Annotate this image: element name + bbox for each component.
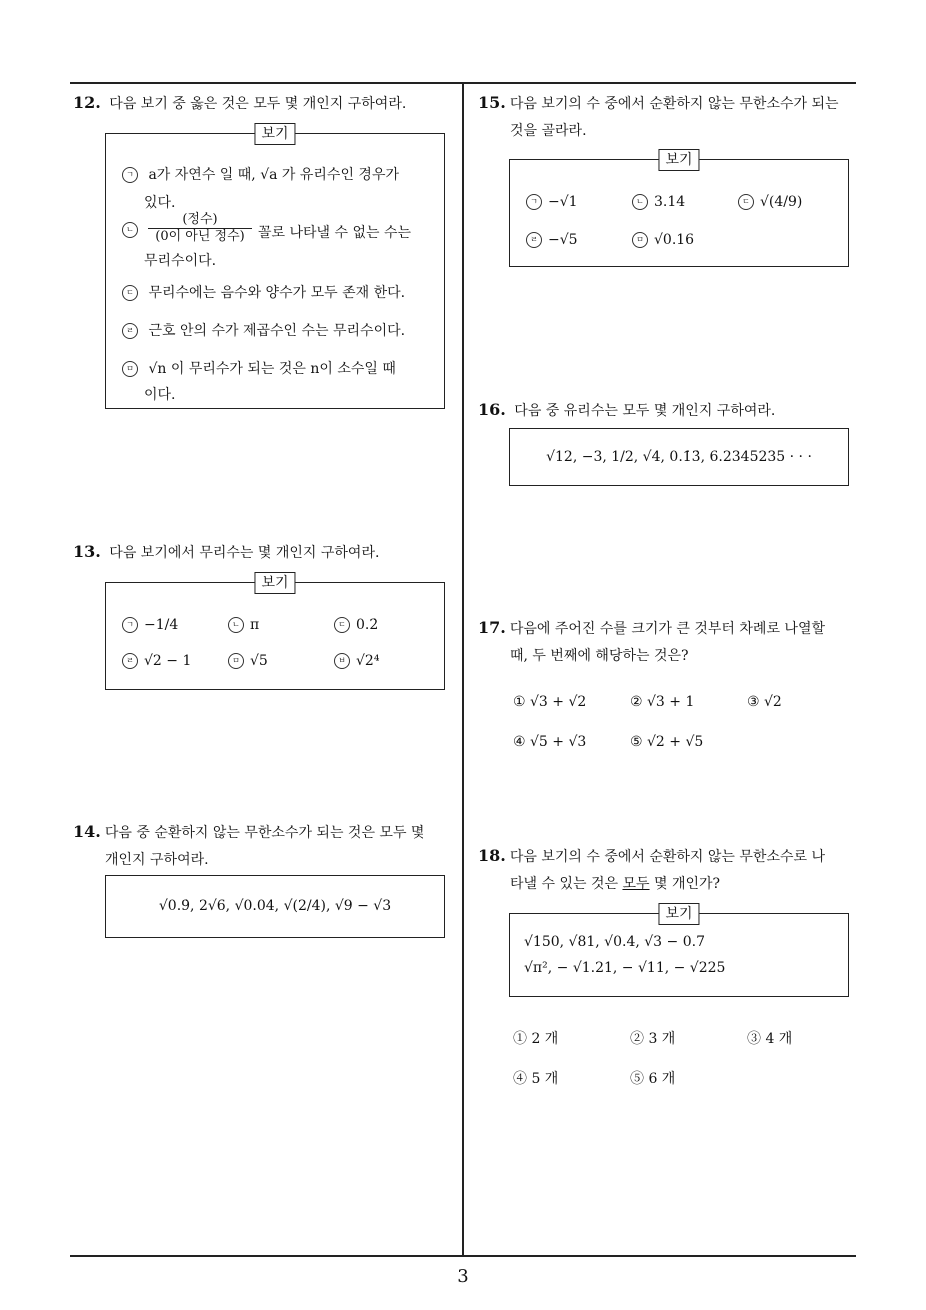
fraction-denominator: (0이 아닌 정수) [155,229,245,244]
choice-item [122,164,399,184]
question-text: 다음 보기 중 옳은 것은 모두 몇 개인지 구하여라. [109,96,407,112]
box-label: 보기 [254,572,295,594]
page-number: 3 [457,1266,469,1287]
choice-marker: ㄷ [122,285,138,301]
question-text-cont [478,871,825,898]
choice-value: √(4/9) [760,194,803,210]
question-text: 다음 보기에서 무리수는 몇 개인지 구하여라. [109,545,380,561]
answer-option[interactable]: ① 2 개 [513,1031,559,1047]
answer-option[interactable]: ② 3 개 [630,1031,676,1047]
question-16 [478,396,775,425]
question-number: 13. [73,542,101,561]
box-label: 보기 [254,123,295,145]
question-12 [73,89,406,118]
choice-marker: ㅁ [122,361,138,377]
choice-text-cont: 있다. [144,195,176,211]
question-text: 다음 중 순환하지 않는 무한소수가 되는 것은 모두 몇 [104,825,425,841]
expression: √12, −3, 1/2, √4, 0.1̇3̇, 6.2345235 · · · [546,449,812,465]
choice-marker: ㅂ [334,653,350,669]
choice-marker: ㄷ [738,194,754,210]
bottom-rule [70,1255,856,1257]
choice-marker: ㄷ [334,617,350,633]
choice-marker: ㄹ [122,653,138,669]
question-text-part: 몇 개인가? [649,876,721,892]
question-number: 14. [73,822,101,841]
answer-option[interactable]: ④ 5 개 [513,1071,559,1087]
question-text-cont: 개인지 구하여라. [105,852,209,868]
choice-marker: ㄹ [526,232,542,248]
choice-value: √2 − 1 [144,653,192,669]
choice-text: √n 이 무리수가 되는 것은 n이 소수일 때 [148,361,396,377]
question-text: 다음 보기의 수 중에서 순환하지 않는 무한소수가 되는 [509,96,839,112]
question-15 [478,89,839,145]
question-number: 18. [478,846,506,865]
question-text: 다음에 주어진 수를 크기가 큰 것부터 차례로 나열할 [509,621,825,637]
question-text: 다음 보기의 수 중에서 순환하지 않는 무한소수로 나 [509,849,825,865]
choice-item [122,358,396,378]
choice-marker: ㄱ [122,167,138,183]
choice-marker: ㄹ [122,323,138,339]
expression-box-14 [105,875,445,938]
example-box-18 [509,906,849,997]
choice-value: √0.16 [654,232,695,248]
choice-text-cont: 무리수이다. [144,253,217,269]
choice-value: √2⁴ [356,653,380,669]
answer-option[interactable]: ⑤ 6 개 [630,1071,676,1087]
example-box-15 [509,152,849,267]
choice-value: −√1 [548,194,578,210]
choice-value: −1/4 [144,617,179,633]
question-text-cont: 것을 골라라. [510,123,587,139]
expression-box-16 [509,428,849,486]
choice-value: √5 [250,653,268,669]
answer-option[interactable]: ③ 4 개 [747,1031,793,1047]
question-number: 12. [73,93,101,112]
choice-text-cont: 이다. [144,387,176,403]
expression: √0.9̇, 2√6, √0.04, √(2/4), √9 − √3 [158,898,392,914]
answer-option[interactable]: ① √3 + √2 [513,694,587,710]
choice-item [526,194,578,210]
choice-marker: ㄱ [122,617,138,633]
choice-value: 3.14 [654,194,686,210]
choice-marker: ㅁ [228,653,244,669]
choice-marker: ㄱ [526,194,542,210]
choice-item [632,194,685,210]
choice-item [122,222,144,238]
question-text-cont: 때, 두 번째에 해당하는 것은? [510,648,689,664]
choice-item [526,232,578,248]
question-17 [478,614,825,670]
choice-marker: ㄴ [122,222,138,238]
question-13 [73,538,379,567]
example-box-13 [105,575,445,690]
answer-option[interactable]: ③ √2 [747,694,782,710]
choice-item [738,194,802,210]
choice-item [122,320,405,340]
choice-item [632,232,694,248]
example-box-12 [105,126,445,409]
column-divider [462,83,464,1256]
box-label: 보기 [658,903,699,925]
question-text: 다음 중 유리수는 모두 몇 개인지 구하여라. [514,403,776,419]
choice-item [228,653,268,669]
question-text-part: 타낼 수 있는 것은 [510,876,623,892]
answer-option[interactable]: ⑤ √2 + √5 [630,734,704,750]
choice-item [228,617,259,633]
box-line: √150, √81, √0.4, √3 − 0.7 [524,934,705,950]
choice-item [122,617,178,633]
choice-value: −√5 [548,232,578,248]
choice-text: 근호 안의 수가 제곱수인 수는 무리수이다. [148,323,406,339]
choice-item [122,282,405,302]
underlined-word: 모두 [622,876,650,892]
answer-option[interactable]: ④ √5 + √3 [513,734,587,750]
question-number: 15. [478,93,506,112]
box-line: √π², − √1.21, − √11, − √225 [524,960,726,976]
question-14 [73,818,424,874]
choice-item [122,653,191,669]
choice-marker: ㄴ [632,194,648,210]
box-label: 보기 [658,149,699,171]
choice-item [334,653,379,669]
choice-text: a가 자연수 일 때, √a 가 유리수인 경우가 [148,167,400,183]
question-18 [478,842,825,898]
choice-value: π [250,617,260,633]
choice-marker: ㅁ [632,232,648,248]
answer-option[interactable]: ② √3 + 1 [630,694,695,710]
fraction [148,212,252,245]
question-number: 16. [478,400,506,419]
choice-text: 꼴로 나타낼 수 없는 수는 [258,225,412,241]
choice-text: 무리수에는 음수와 양수가 모두 존재 한다. [148,285,406,301]
choice-item [334,617,378,633]
choice-value: 0.2̇ [356,617,379,633]
fraction-numerator: (정수) [148,212,252,229]
question-number: 17. [478,618,506,637]
choice-marker: ㄴ [228,617,244,633]
